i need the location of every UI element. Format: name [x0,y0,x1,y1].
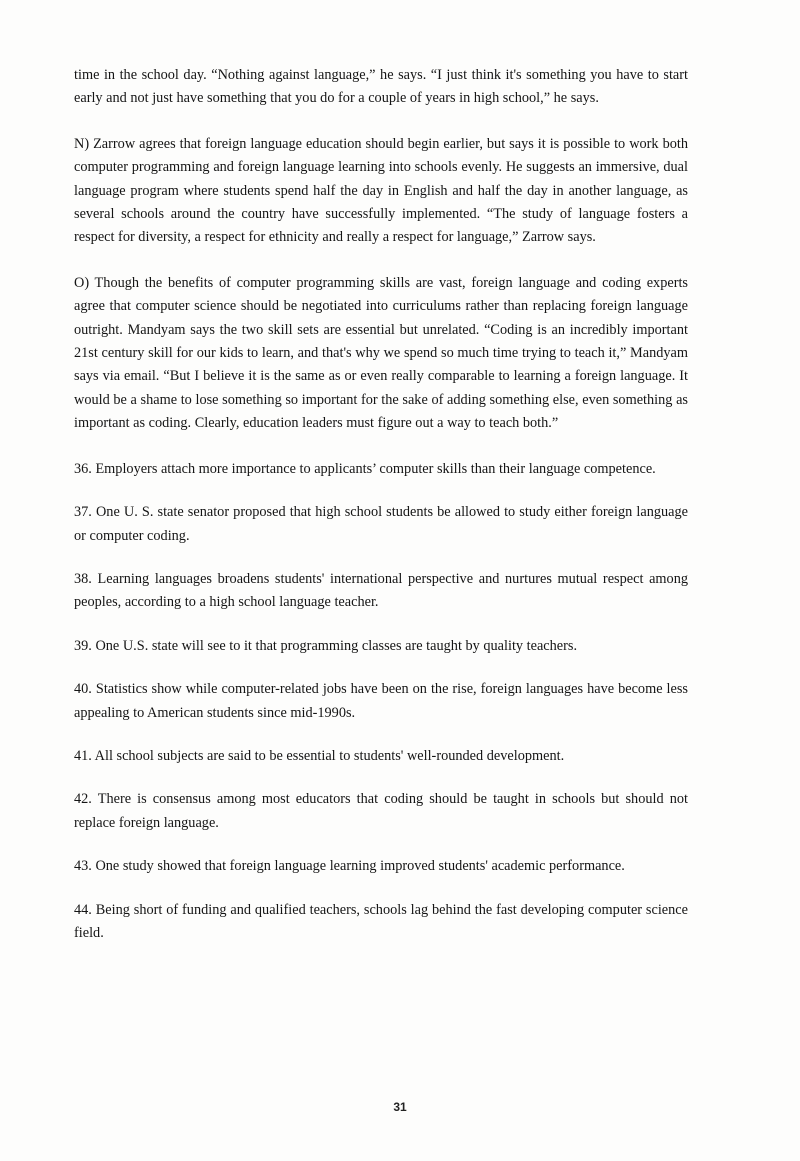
question-43: 43. One study showed that foreign language learning improved students' academic performance. [74,858,625,875]
question-36: 36. Employers attach more importance to applicants’ computer skills than their language competence. [74,460,656,477]
question-41: 41. All school subjects are said to be essential to students' well-rounded development. [74,747,565,764]
question-42: 42. There is consensus among most educators that coding should be taught in schools but should not replace foreign language. [74,791,688,831]
question-39: 39. One U.S. state will see to it that programming classes are taught by quality teachers. [74,637,578,654]
question-38: 38. Learning languages broadens students' international perspective and nurtures mutual respect among peoples, according to a high school language teacher. [74,570,688,611]
passage-paragraph-n: N) Zarrow agrees that foreign language education should begin earlier, but says it is possible to work both computer programming and foreign language learning into schools evenly. He suggests an immersive, dual language program where students spend half the day in English and half the day in another language, as several schools around the country have successfully implemented. “The study of language fosters a respect for diversity, a respect for ethnicity and really a respect for language,” Zarrow says. [74,135,688,246]
passage-paragraph-continuation: time in the school day. “Nothing against language,” he says. “I just think it's something you have to start early and not just have something that you do for a couple of years in high school,” he says. [74,67,688,107]
page-number: 31 [393,1100,407,1114]
document-body [74,64,688,965]
question-44: 44. Being short of funding and qualified teachers, schools lag behind the fast developing computer science field. [74,901,688,941]
passage-paragraph-o: O) Though the benefits of computer programming skills are vast, foreign language and coding experts agree that computer science should be negotiated into curriculums rather than replacing foreign language outright. Mandyam says the two skill sets are essential but unrelated. “Coding is an incredibly important 21st century skill for our kids to learn, and that's why we spend so much time trying to teach it,” Mandyam says via email. “But I believe it is the same as or even really comparable to learning a foreign language. It would be a shame to lose something so important for the sake of adding something else, even something as important as coding. Clearly, education leaders must figure out a way to teach both.” [74,274,688,432]
question-37: 37. One U. S. state senator proposed that high school students be allowed to study either foreign language or computer coding. [74,504,688,544]
question-40: 40. Statistics show while computer-related jobs have been on the rise, foreign languages have become less appealing to American students since mid-1990s. [74,681,688,721]
